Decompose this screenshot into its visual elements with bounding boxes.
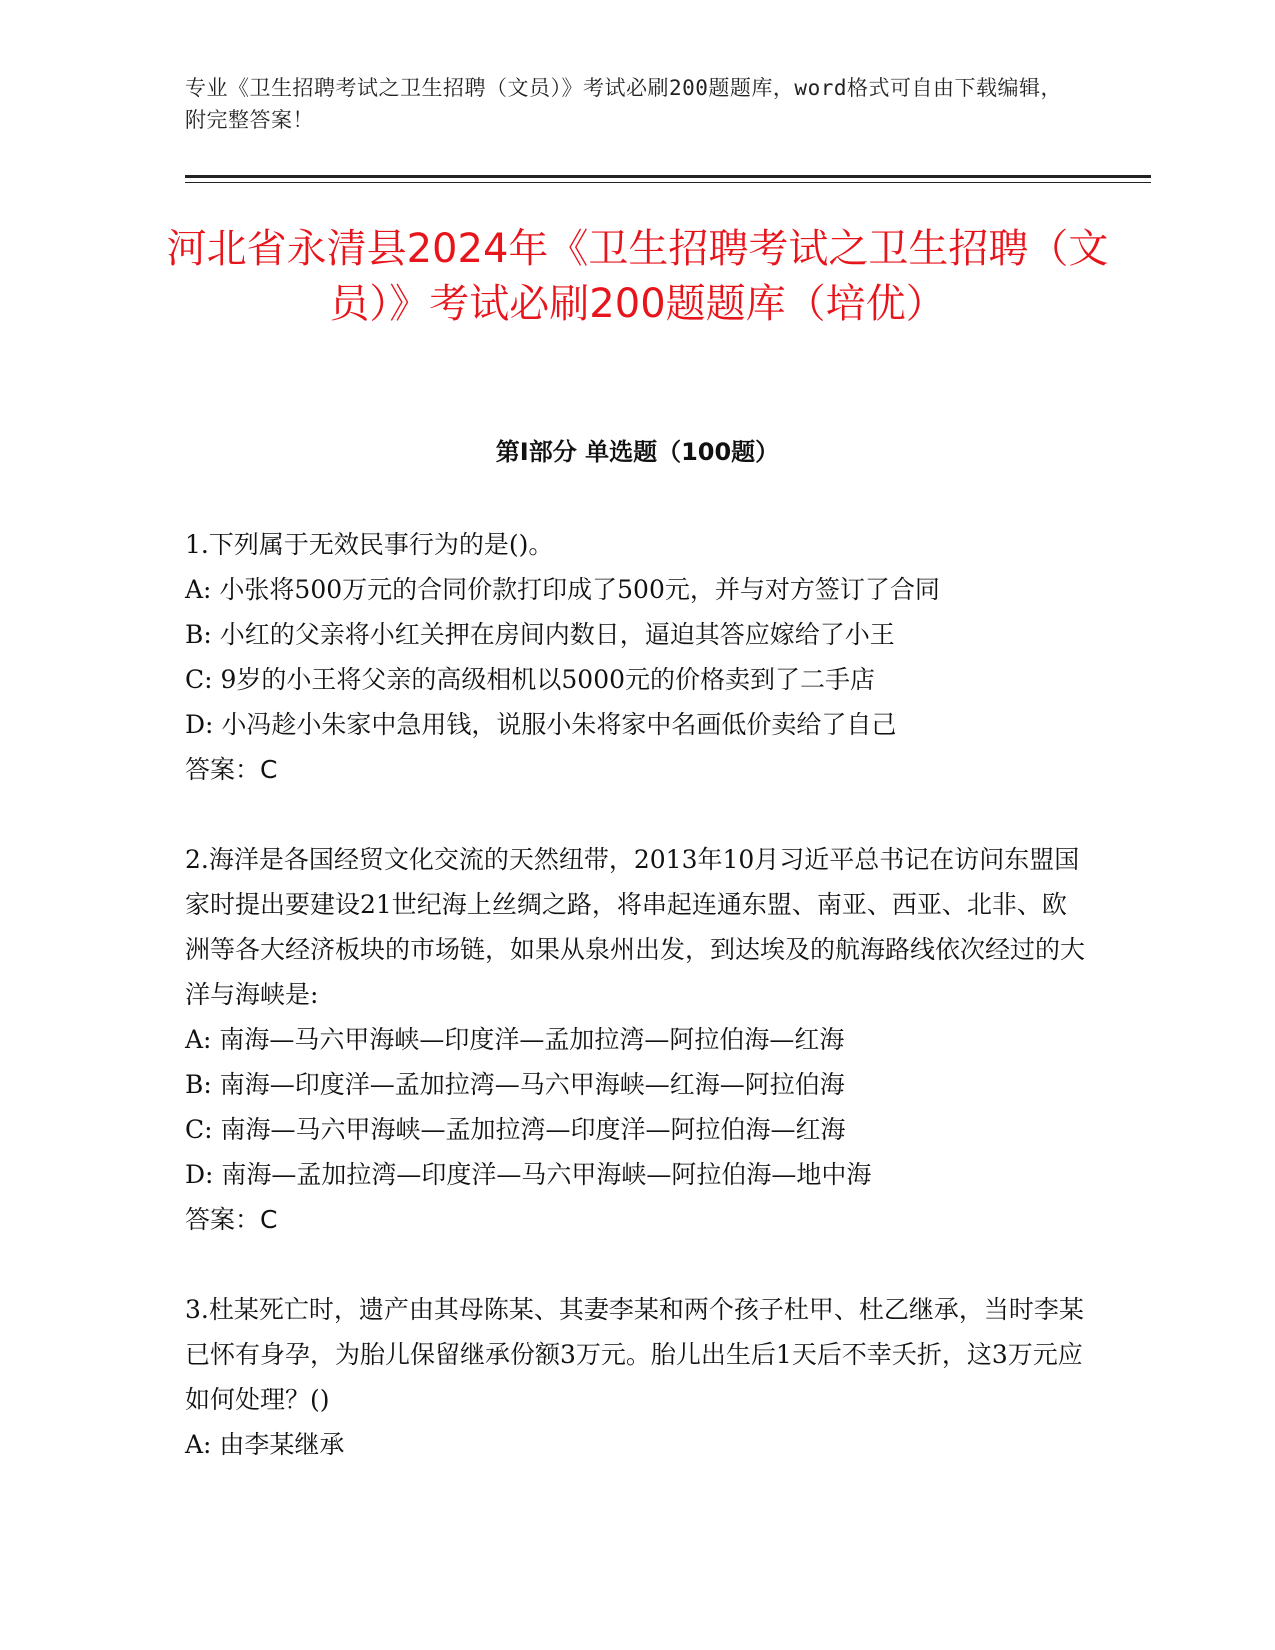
option-d: D: 南海—孟加拉湾—印度洋—马六甲海峡—阿拉伯海—地中海 <box>185 1160 872 1189</box>
option-c: C: 9岁的小王将父亲的高级相机以5000元的价格卖到了二手店 <box>185 665 876 694</box>
header-note: 专业《卫生招聘考试之卫生招聘（文员）》考试必刷200题题库，word格式可自由下载编辑，附完整答案！ <box>185 76 1062 132</box>
question-3 <box>185 1287 1085 1467</box>
option-a: A: 小张将500万元的合同价款打印成了500元，并与对方签订了合同 <box>185 575 940 604</box>
document-title: 河北省永清县2024年《卫生招聘考试之卫生招聘（文员）》考试必刷200题题库（培优） <box>166 226 1109 327</box>
option-b: B: 南海—印度洋—孟加拉湾—马六甲海峡—红海—阿拉伯海 <box>185 1070 845 1099</box>
question-text: 3.杜某死亡时，遗产由其母陈某、其妻李某和两个孩子杜甲、杜乙继承，当时李某已怀有身孕，为胎儿保留继承份额3万元。胎儿出生后1天后不幸夭折，这3万元应如何处理？() <box>185 1295 1084 1414</box>
option-b: B: 小红的父亲将小红关押在房间内数日，逼迫其答应嫁给了小王 <box>185 620 895 649</box>
answer: 答案：C <box>185 755 278 784</box>
question-text: 2.海洋是各国经贸文化交流的天然纽带，2013年10月习近平总书记在访问东盟国家时提出要建设21世纪海上丝绸之路，将串起连通东盟、南亚、西亚、北非、欧洲等各大经济板块的市场链，如果从泉州出发，到达埃及的航海路线依次经过的大洋与海峡是: <box>185 845 1086 1009</box>
question-list <box>185 522 1085 1512</box>
question-1 <box>185 522 1085 792</box>
option-a: A: 南海—马六甲海峡—印度洋—孟加拉湾—阿拉伯海—红海 <box>185 1025 845 1054</box>
header-rule-thick <box>185 175 1151 178</box>
option-d: D: 小冯趁小朱家中急用钱，说服小朱将家中名画低价卖给了自己 <box>185 710 897 739</box>
header-rule-thin <box>185 182 1151 183</box>
section-heading: 第I部分 单选题（100题） <box>495 438 780 466</box>
option-c: C: 南海—马六甲海峡—孟加拉湾—印度洋—阿拉伯海—红海 <box>185 1115 846 1144</box>
question-2 <box>185 837 1085 1242</box>
option-a: A: 由李某继承 <box>185 1430 345 1459</box>
answer: 答案：C <box>185 1205 278 1234</box>
question-text: 1.下列属于无效民事行为的是()。 <box>185 530 554 559</box>
